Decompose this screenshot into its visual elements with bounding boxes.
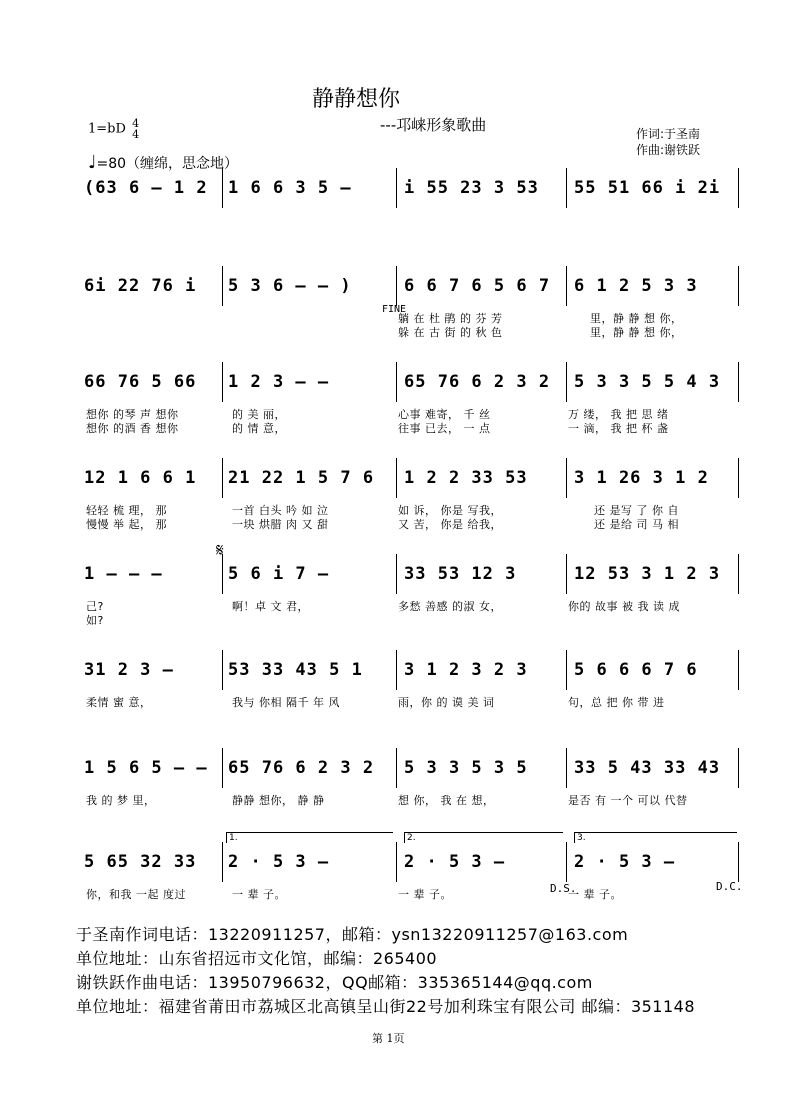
time-top: 4 (132, 117, 140, 130)
measure-notes: 1 5 6 5 – – (84, 758, 208, 778)
bar-line (396, 554, 397, 594)
lyric-line: 轻轻 梳 理， 那 (86, 504, 167, 517)
lyric-line: 的 情 意， (232, 422, 286, 435)
lyric-line: 还 是给 司 马 相 (594, 518, 679, 531)
lyric-line: 想 你， 我 在 想， (398, 794, 495, 807)
bar-line (738, 458, 739, 498)
lyric-line: 是否 有 一个 可以 代替 (568, 794, 688, 807)
composer: 作曲:谢铁跃 (636, 143, 701, 157)
contact-line-4: 单位地址：福建省莆田市荔城区北高镇呈山街22号加利珠宝有限公司 邮编：351148 (76, 997, 696, 1016)
measure-notes: 2 · 5 3 – (574, 852, 676, 872)
measure-notes: 65 76 6 2 3 2 (228, 758, 375, 778)
lyric-line: 句，总 把 你 带 进 (568, 696, 665, 709)
measure-notes: 6 6 7 6 5 6 7 (404, 276, 551, 296)
lyric-line: 如 诉， 你是 写我， (398, 504, 502, 517)
segno-icon: 𝄋 (216, 540, 224, 561)
lyric-line: 一 辈 子。 (398, 888, 452, 901)
bar-line (396, 748, 397, 788)
lyric-line: 心事 难寄， 千 丝 (398, 408, 491, 421)
lyric-line: 啊！卓 文 君， (232, 600, 309, 613)
measure-notes: i 55 23 3 53 (404, 178, 539, 198)
lyric-line: 又 苦， 你是 给我， (398, 518, 502, 531)
tempo-marking (88, 152, 238, 173)
bar-line (222, 266, 223, 306)
measure-notes: 55 51 66 i 2i (574, 178, 721, 198)
bar-line (566, 650, 567, 690)
lyricist: 作词:于圣南 (636, 127, 701, 141)
lyric-line: 静静 想你， 静 静 (232, 794, 325, 807)
bar-line (738, 168, 739, 208)
measure-notes: 5 65 32 33 (84, 852, 197, 872)
key-note: bD (107, 121, 126, 137)
contact-line-3: 谢铁跃作曲电话：13950796632，QQ邮箱：335365144@qq.com (76, 973, 593, 992)
volta-1: 1. (226, 832, 393, 843)
lyric-line: 躺 在 杜 鹃 的 芬 芳 (398, 312, 503, 325)
measure-notes: 33 53 12 3 (404, 564, 517, 584)
song-subtitle: ---邛崃形象歌曲 (380, 116, 487, 134)
bar-line (396, 266, 397, 306)
lyric-line: 万 缕， 我 把 思 绪 (568, 408, 669, 421)
lyric-line: 想你 的琴 声 想你 (86, 408, 179, 421)
measure-notes: 65 76 6 2 3 2 (404, 372, 551, 392)
measure-notes: 5 3 3 5 5 4 3 (574, 372, 721, 392)
key-label: 1= (88, 121, 108, 137)
quarter-note-icon: ♩ (88, 152, 97, 173)
measure-notes: (63 6 – 1 2 (84, 178, 208, 198)
bar-line (738, 650, 739, 690)
measure-notes: 21 22 1 5 7 6 (228, 468, 375, 488)
measure-notes: 5 6 i 7 – (228, 564, 330, 584)
measure-notes: 3 1 26 3 1 2 (574, 468, 709, 488)
lyric-line: 己? (86, 600, 104, 613)
bar-line (396, 362, 397, 402)
measure-notes: 1 2 2 33 53 (404, 468, 528, 488)
lyric-line: 柔情 蜜 意， (86, 696, 152, 709)
bar-line (222, 650, 223, 690)
bar-line (222, 842, 223, 882)
measure-notes: 12 53 3 1 2 3 (574, 564, 721, 584)
bar-line (222, 458, 223, 498)
measure-notes: 3 1 2 3 2 3 (404, 660, 528, 680)
lyric-line: 慢慢 举 起， 那 (86, 518, 167, 531)
lyric-line: 一 滴， 我 把 杯 盏 (568, 422, 669, 435)
dc-mark: D.C. (716, 880, 743, 893)
bar-line (222, 748, 223, 788)
bar-line (566, 362, 567, 402)
lyric-line: 里，静 静 想 你， (590, 326, 683, 339)
key-signature (88, 118, 139, 140)
lyric-line: 一块 烘腊 肉 又 甜 (232, 518, 329, 531)
lyric-line: 一首 白头 吟 如 泣 (232, 504, 329, 517)
measure-notes: 5 6 6 6 7 6 (574, 660, 698, 680)
bar-line (566, 554, 567, 594)
ds-mark: D.S. (550, 882, 577, 895)
measure-notes: 5 3 3 5 3 5 (404, 758, 528, 778)
measure-notes: 1 2 3 – – (228, 372, 330, 392)
measure-notes: 2 · 5 3 – (404, 852, 506, 872)
measure-notes: 5 3 6 – – ) (228, 276, 352, 296)
lyric-line: 我 的 梦 里， (86, 794, 156, 807)
page-number: 第 1页 (372, 1032, 405, 1045)
bar-line (222, 168, 223, 208)
lyric-line: 躲 在 古 街 的 秋 色 (398, 326, 503, 339)
measure-notes: 31 2 3 – (84, 660, 174, 680)
song-title: 静静想你 (312, 87, 401, 112)
measure-notes: 1 6 6 3 5 – (228, 178, 352, 198)
bar-line (738, 362, 739, 402)
lyric-line: 一 辈 子。 (568, 888, 622, 901)
time-signature (132, 118, 139, 140)
lyric-line: 想你 的酒 香 想你 (86, 422, 179, 435)
bar-line (222, 362, 223, 402)
volta-2: 2. (404, 832, 563, 843)
lyric-line: 我与 你相 隔千 年 风 (232, 696, 340, 709)
lyric-line: 的 美 丽， (232, 408, 286, 421)
bar-line (566, 842, 567, 882)
lyric-line: 雨，你 的 谟 美 词 (398, 696, 495, 709)
measure-notes: 2 · 5 3 – (228, 852, 330, 872)
time-bottom: 4 (132, 128, 140, 141)
measure-notes: 1 – – – (84, 564, 163, 584)
lyric-line: 如? (86, 614, 104, 627)
measure-notes: 66 76 5 66 (84, 372, 197, 392)
contact-line-1: 于圣南作词电话：13220911257，邮箱：ysn13220911257@163.com (76, 925, 629, 944)
bar-line (738, 266, 739, 306)
bar-line (396, 168, 397, 208)
bar-line (396, 842, 397, 882)
credits (636, 126, 700, 158)
bar-line (566, 748, 567, 788)
lyric-line: 你，和我 一起 度过 (86, 888, 186, 901)
measure-notes: 6i 22 76 i (84, 276, 197, 296)
measure-notes: 33 5 43 33 43 (574, 758, 721, 778)
lyric-line: 多愁 善感 的淑 女， (398, 600, 502, 613)
bar-line (566, 168, 567, 208)
volta-3: 3. (574, 832, 737, 843)
lyric-line: 你的 故事 被 我 读 成 (568, 600, 680, 613)
fine-mark: FINE (382, 304, 407, 315)
bar-line (396, 458, 397, 498)
lyric-line: 往事 已去， 一 点 (398, 422, 491, 435)
bar-line (738, 842, 739, 882)
bar-line (396, 650, 397, 690)
contact-line-2: 单位地址：山东省招远市文化馆，邮编：265400 (76, 949, 438, 968)
bar-line (566, 266, 567, 306)
measure-notes: 53 33 43 5 1 (228, 660, 363, 680)
lyric-line: 一 辈 子。 (232, 888, 286, 901)
bar-line (738, 748, 739, 788)
lyric-line: 还 是写 了 你 自 (594, 504, 679, 517)
lyric-line: 里，静 静 想 你， (590, 312, 683, 325)
measure-notes: 6 1 2 5 3 3 (574, 276, 698, 296)
bar-line (566, 458, 567, 498)
measure-notes: 12 1 6 6 1 (84, 468, 197, 488)
bar-line (738, 554, 739, 594)
tempo-text: =80（缠绵，思念地） (96, 156, 239, 172)
